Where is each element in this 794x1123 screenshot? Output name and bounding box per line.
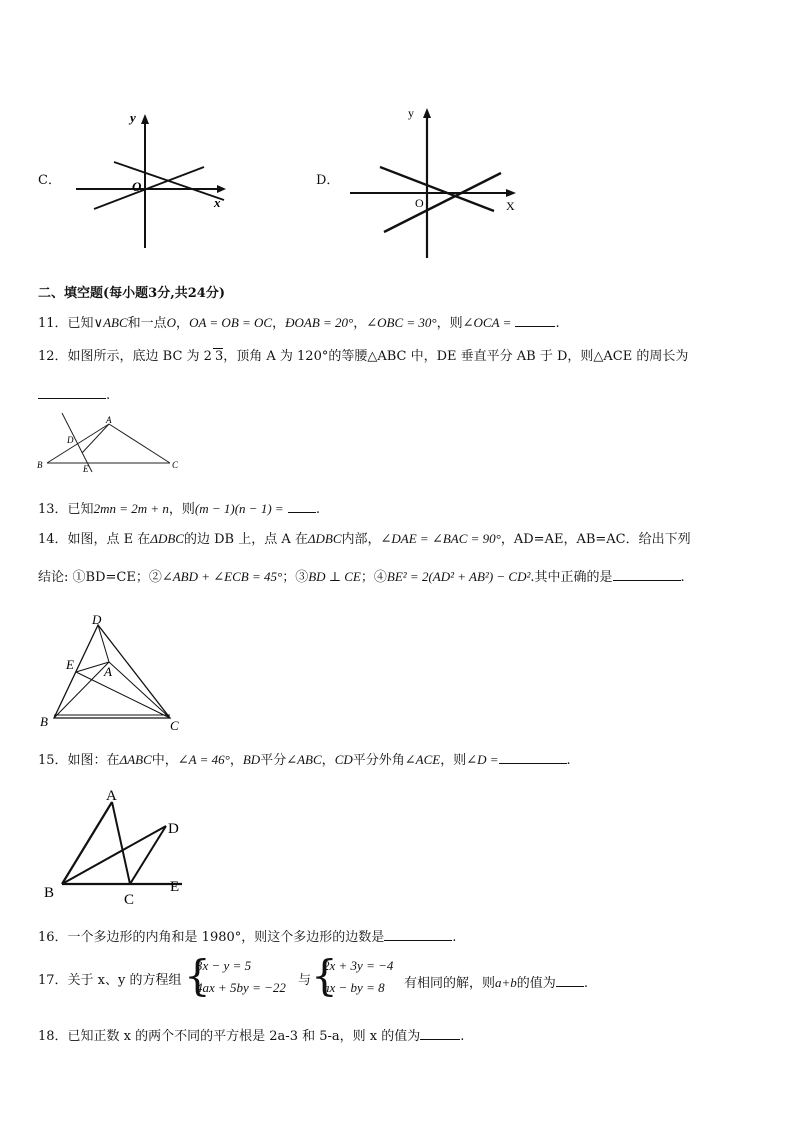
q14-answer-blank[interactable] — [613, 566, 681, 581]
q12-label-c: C — [172, 460, 179, 470]
q11-equation: OA = OB = OC — [189, 315, 273, 330]
q13-text: ，则 — [168, 502, 195, 517]
q11-triangle: ∨ABC — [93, 315, 128, 330]
option-d-label: D． — [316, 173, 340, 188]
question-14-line2 — [38, 566, 685, 587]
q11-equation: ∠OBC = 30° — [366, 315, 437, 330]
question-11 — [38, 312, 560, 333]
q14-triangle: ΔDBC — [150, 531, 184, 546]
q17-system-1 — [184, 951, 296, 1001]
q16-end: . — [452, 930, 457, 945]
option-c-graph — [66, 106, 236, 256]
q13-equation: 2mn = 2m + n — [93, 501, 169, 516]
q17-text: 与 — [298, 973, 312, 988]
q15-label-b: B — [44, 885, 55, 901]
q14-label-e: E — [66, 657, 74, 672]
brace-icon: { — [311, 951, 338, 1000]
q12-figure — [34, 410, 184, 476]
q12-label-a: A — [106, 415, 112, 425]
q15-label-c: C — [124, 892, 135, 908]
option-d-graph — [346, 100, 526, 262]
q12-sqrt: 3 — [214, 349, 224, 364]
q15-angle: ∠ABC — [286, 752, 322, 767]
q11-point: O — [166, 315, 177, 330]
q14-equation: BD ⊥ CE — [308, 569, 361, 584]
q14-label-b: B — [40, 714, 48, 729]
c-x-axis-label: x — [214, 195, 221, 210]
q14-text: 结论: ①BD=CE；② — [38, 570, 162, 585]
q11-equation: ∠OCA = — [462, 315, 512, 330]
d-origin-label: O — [415, 196, 424, 210]
q13-end: . — [315, 502, 320, 517]
q17-text: 关于 x、y 的方程组 — [67, 973, 182, 988]
q16-text: 一个多边形的内角和是 1980°，则这个多边形的边数是 — [67, 930, 385, 945]
q14-figure — [34, 610, 184, 735]
q14-label-c: C — [170, 718, 179, 733]
q12-answer-blank[interactable] — [38, 384, 106, 399]
q17-sys2-eq2: ax − by = 8 — [323, 980, 385, 995]
q17-system-2 — [311, 951, 406, 1001]
q17-tail — [404, 972, 588, 993]
q15-text: 平分外角 — [352, 753, 405, 768]
q11-text: 和一点 — [127, 316, 167, 331]
q14-equation: ∠DAE = ∠BAC = 90° — [380, 531, 501, 546]
q14-triangle: ΔDBC — [307, 531, 342, 546]
q15-text: ， — [229, 753, 243, 768]
q12-answer-line — [38, 384, 110, 405]
q15-text: 中， — [151, 753, 178, 768]
q18-end: . — [460, 1029, 465, 1044]
q15-segment: BD — [242, 752, 261, 767]
q17-number: 17． — [38, 973, 68, 988]
q18-number: 18． — [38, 1029, 68, 1044]
q11-text: 已知 — [67, 316, 94, 331]
q14-label-a: A — [104, 664, 112, 679]
q15-text: ， — [321, 753, 335, 768]
q15-end: . — [566, 753, 571, 768]
q11-text: ， — [176, 316, 190, 331]
question-16 — [38, 926, 456, 947]
q14-text: ；④ — [360, 570, 387, 585]
q14-text: 如图，点 E 在 — [67, 532, 151, 547]
q17-sys2-eq1: 2x + 3y = −4 — [323, 958, 394, 973]
q17-sys1-eq2: 4ax + 5by = −22 — [196, 980, 286, 995]
q14-equation: BE² = 2(AD² + AB²) − CD² — [386, 569, 531, 584]
q14-text: 内部， — [341, 532, 381, 547]
q15-text: ，则 — [440, 753, 467, 768]
c-y-axis-label: y — [130, 110, 136, 125]
q13-text: 已知 — [67, 502, 94, 517]
question-18 — [38, 1025, 464, 1046]
q15-angle: ∠ACE — [404, 752, 441, 767]
q11-equation: ÐOAB = 20° — [285, 315, 354, 330]
q15-triangle: ΔABC — [119, 752, 152, 767]
q12-label-b: B — [37, 460, 43, 470]
q11-text: ， — [353, 316, 367, 331]
q14-label-d: D — [92, 612, 102, 627]
q13-answer-blank[interactable] — [288, 498, 316, 513]
q12-text: ，顶角 A 为 120°的等腰△ABC 中，DE 垂直平分 AB 于 D，则△ACE 的周长为 — [223, 349, 689, 364]
q11-answer-blank[interactable] — [515, 312, 555, 327]
q12-text: 如图所示，底边 BC 为 2 — [67, 349, 212, 364]
option-c-label: C． — [38, 173, 61, 188]
q15-text: 平分 — [260, 753, 287, 768]
brace-icon: { — [184, 951, 211, 1000]
q15-segment: CD — [334, 752, 353, 767]
question-12 — [38, 348, 688, 366]
q16-answer-blank[interactable] — [384, 926, 452, 941]
q15-text: 如图：在 — [67, 753, 120, 768]
d-y-axis-label: y — [408, 106, 414, 120]
q11-text: ，则 — [436, 316, 463, 331]
q15-number: 15． — [38, 753, 68, 768]
q15-label-d: D — [168, 821, 179, 837]
q15-figure — [40, 784, 190, 909]
q15-equation: ∠A = 46° — [177, 752, 230, 767]
q11-number: 11． — [38, 316, 68, 331]
q14-text: .其中正确的是 — [530, 570, 613, 585]
q12-label-e: E — [83, 464, 89, 474]
question-14 — [38, 530, 691, 549]
question-13 — [38, 498, 320, 519]
q17-text: 的值为 — [516, 976, 556, 991]
q12-end: . — [106, 388, 111, 403]
q13-number: 13． — [38, 502, 68, 517]
q12-number: 12． — [38, 349, 68, 364]
q17-text: 有相同的解，则 — [404, 976, 496, 991]
q17-answer-blank[interactable] — [556, 972, 584, 987]
q15-equation: ∠D = — [466, 752, 499, 767]
c-origin-label: O — [132, 179, 142, 194]
q14-end: . — [680, 570, 685, 585]
question-15 — [38, 749, 571, 770]
d-x-axis-label: X — [506, 199, 515, 213]
q11-text: ， — [272, 316, 286, 331]
q15-label-e: E — [170, 879, 180, 895]
section-heading: 二、填空题(每小题3分,共24分) — [38, 286, 225, 301]
q12-label-d: D — [67, 435, 74, 445]
q14-number: 14． — [38, 532, 68, 547]
q17-sys1-eq1: 3x − y = 5 — [196, 958, 252, 973]
q16-number: 16． — [38, 930, 68, 945]
q13-equation: (m − 1)(n − 1) = — [194, 501, 284, 516]
q18-answer-blank[interactable] — [420, 1025, 460, 1040]
q11-end: . — [555, 316, 560, 331]
question-17 — [38, 972, 182, 990]
q17-expression: a+b — [495, 975, 517, 990]
q14-text: 的边 DB 上，点 A 在 — [183, 532, 308, 547]
q18-text: 已知正数 x 的两个不同的平方根是 2a-3 和 5-a，则 x 的值为 — [67, 1029, 421, 1044]
q15-label-a: A — [106, 788, 117, 804]
q14-equation: ∠ABD + ∠ECB = 45° — [161, 569, 283, 584]
q17-end: . — [583, 976, 588, 991]
q15-answer-blank[interactable] — [499, 749, 567, 764]
q14-text: ，AD=AE，AB=AC．给出下列 — [500, 532, 691, 547]
q14-text: ；③ — [282, 570, 309, 585]
